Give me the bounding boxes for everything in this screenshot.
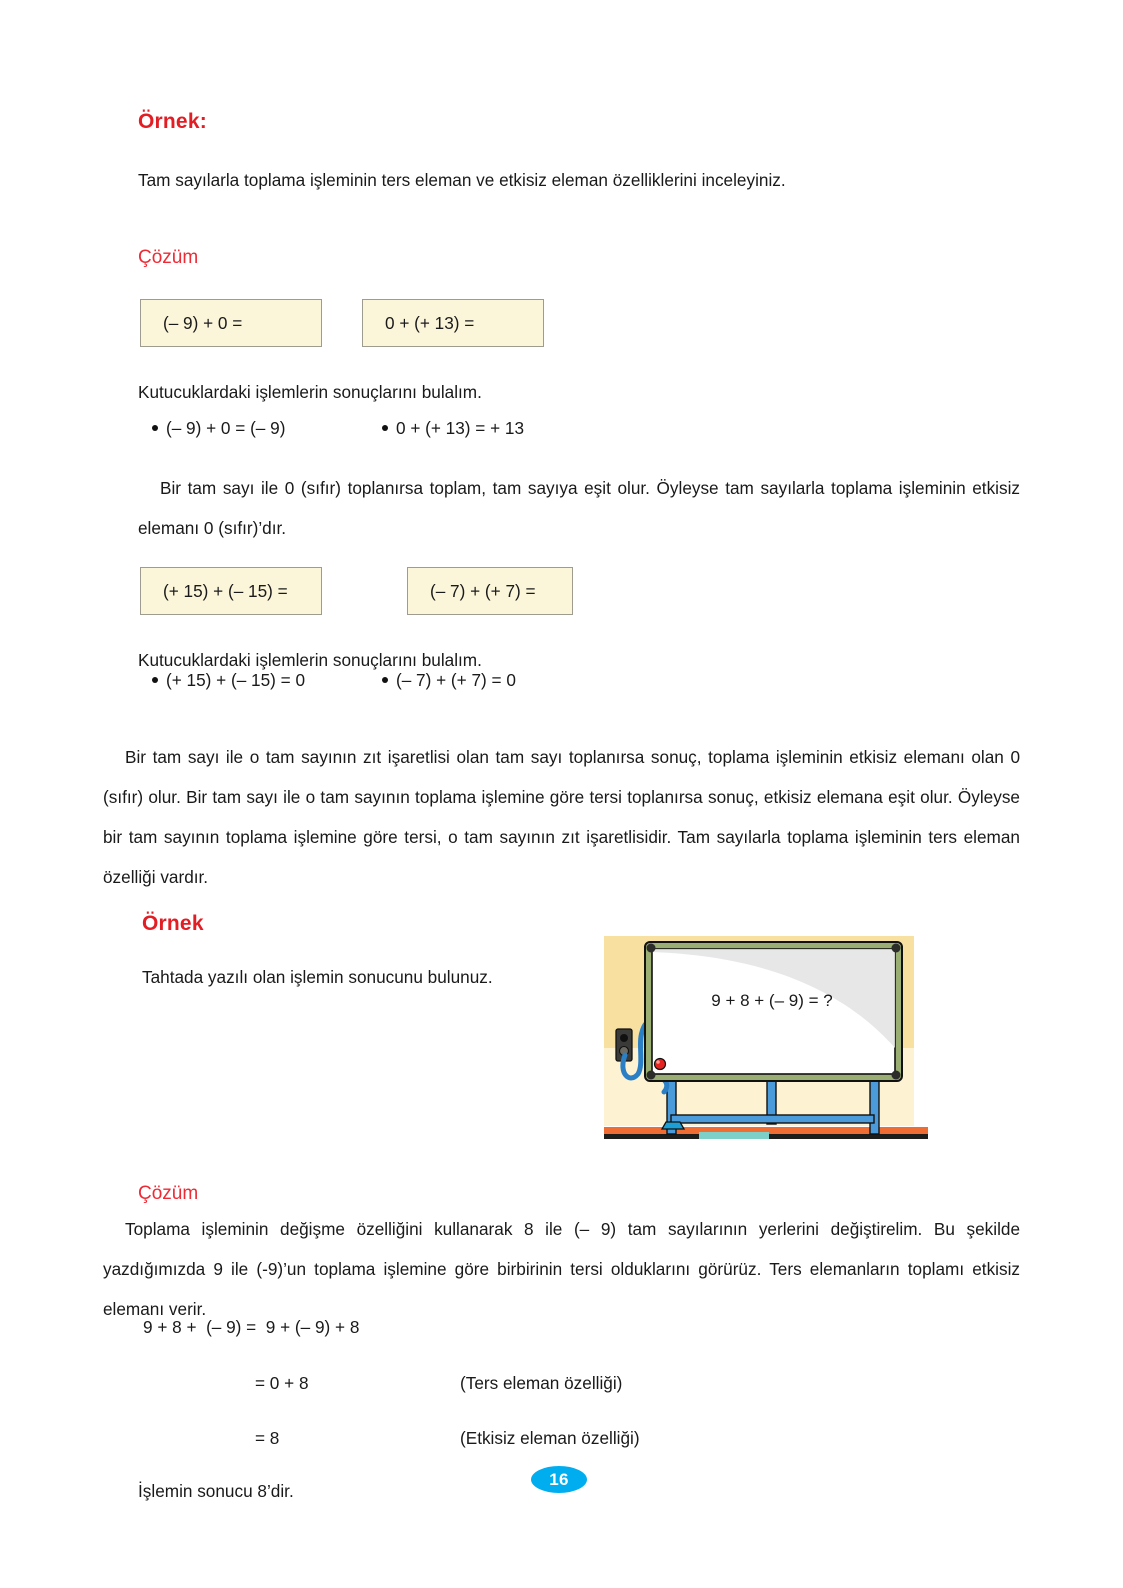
whiteboard-equation: 9 + 8 + (– 9) = ? [711,991,833,1010]
instruction-text: Kutucuklardaki işlemlerin sonuçlarını bulalım. [138,650,482,670]
stand-crossbar [671,1115,874,1123]
instruction-text: Kutucuklardaki işlemlerin sonuçlarını bulalım. [138,382,482,402]
bullet-text: (– 9) + 0 = (– 9) [166,418,286,438]
bullet-dot [382,677,388,683]
power-indicator-light [655,1059,666,1070]
indicator-highlight [656,1060,660,1064]
example-1-heading: Örnek: [138,110,207,133]
solution-step-expression: 9 + 8 + (– 9) = 9 + (– 9) + 8 [143,1317,360,1337]
bullet-item [152,418,285,439]
solution-step-expression: = 0 + 8 [255,1373,309,1393]
operation-box: 0 + (+ 13) = [362,299,544,347]
example-1-paragraph-1: Bir tam sayı ile 0 (sıfır) toplanırsa toplam, tam sayıya eşit olur. Öyleyse tam sayılarla toplama işleminin etkisiz elemanı 0 (sıfır)’dır. [138,478,1020,538]
example-1-solution-heading: Çözüm [138,247,199,268]
operation-box: (– 7) + (+ 7) = [407,567,573,615]
bullet-dot [152,677,158,683]
stand-foot-left [662,1122,684,1129]
whiteboard-illustration [604,928,928,1141]
bullet-item [382,418,524,439]
floor-accent [699,1132,769,1139]
operation-box: (+ 15) + (– 15) = [140,567,322,615]
solution-step-note: (Etkisiz eleman özelliği) [460,1428,640,1448]
example-1-prompt: Tam sayılarla toplama işleminin ters eleman ve etkisiz eleman özelliklerini inceleyiniz. [138,170,786,190]
stand-leg-right [870,1080,879,1134]
page-number-badge: 16 [531,1466,587,1493]
frame-corner-tr [892,944,901,953]
operation-box: (– 9) + 0 = [140,299,322,347]
solution-step-note: (Ters eleman özelliği) [460,1373,623,1393]
bullet-item [382,670,516,691]
frame-corner-br [892,1071,901,1080]
bullet-text: (+ 15) + (– 15) = 0 [166,670,306,690]
example-1-paragraph-2: Bir tam sayı ile o tam sayının zıt işaretlisi olan tam sayı toplanırsa sonuç, toplama işleminin etkisiz elemanı olan 0 (sıfır) olur. Bir tam sayı ile o tam sayının toplama işlemine göre tersi toplanırsa sonuç, etkisiz elemana eşit olur. Öyleyse bir tam sayının toplama işlemine göre tersi, o tam sayının zıt işaretlisidir. Tam sayılarla toplama işleminin ters eleman özelliği vardır. [103,747,1020,887]
example-2-prompt: Tahtada yazılı olan işlemin sonucunu bulunuz. [142,967,493,987]
bullet-item [152,670,305,691]
socket-hole-top [620,1034,628,1042]
frame-corner-tl [647,944,656,953]
example-2-conclusion: İşlemin sonucu 8’dir. [138,1481,294,1501]
bullet-text: (– 7) + (+ 7) = 0 [396,670,516,690]
frame-corner-bl [647,1071,656,1080]
bullet-text: 0 + (+ 13) = + 13 [396,418,525,438]
bullet-dot [152,425,158,431]
bullet-dot [382,425,388,431]
example-2-paragraph: Toplama işleminin değişme özelliğini kullanarak 8 ile (– 9) tam sayılarının yerlerini değiştirelim. Bu şekilde yazdığımızda 9 ile (-9)’un toplama işlemine göre birbirinin tersi olduklarını görürüz. Ters elemanların toplamı etkisiz elemanı verir. [103,1219,1020,1319]
example-2-heading: Örnek [142,912,204,935]
solution-step-expression: = 8 [255,1428,280,1448]
example-2-solution-heading: Çözüm [138,1183,199,1204]
